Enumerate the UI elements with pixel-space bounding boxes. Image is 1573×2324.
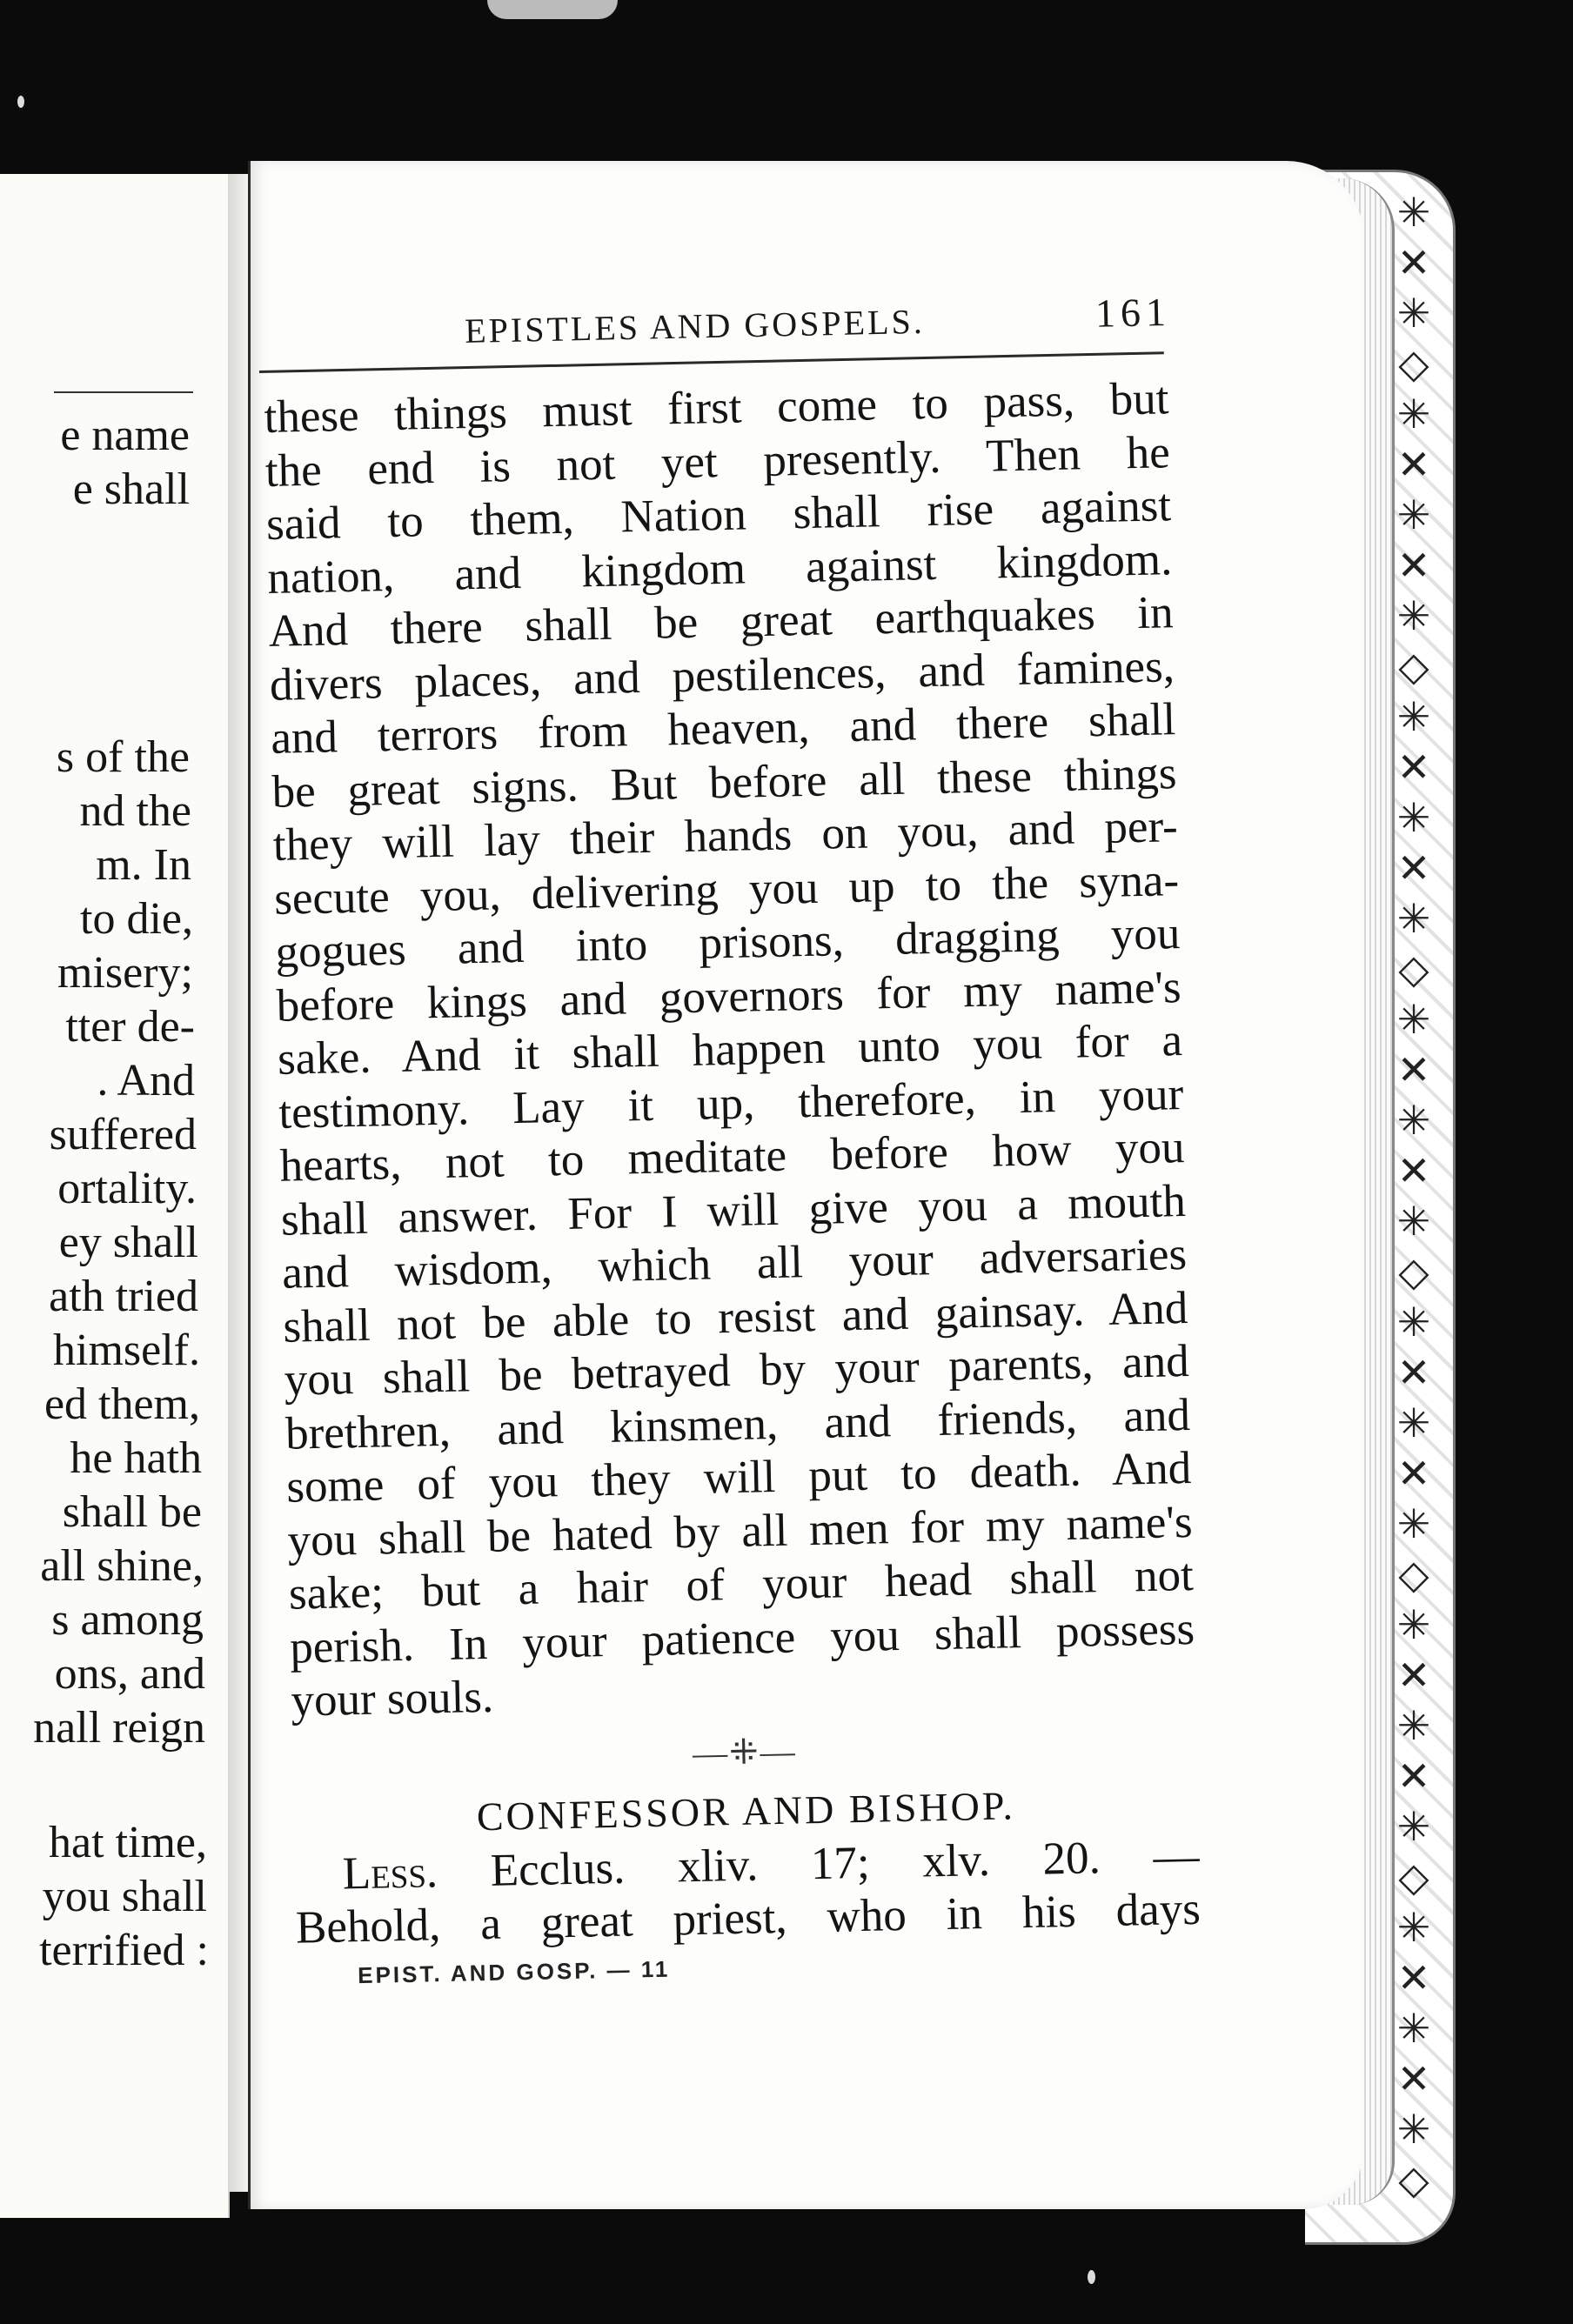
body-line: testimony. Lay it up, therefore, in your: [278, 1068, 1184, 1139]
edge-ornament-icon: ◇: [1398, 1853, 1429, 1900]
body-line: sake. And it shall happen unto you for a: [277, 1015, 1183, 1085]
body-line: and terrors from heaven, and there shall: [270, 694, 1176, 764]
edge-ornament-icon: ✕: [1396, 441, 1431, 488]
body-line: you shall be betrayed by your parents, and: [284, 1335, 1190, 1406]
edge-ornament-icon: ✳: [1396, 895, 1431, 942]
body-line: be great signs. But before all these things: [271, 747, 1178, 818]
edge-ornament-icon: ✕: [1396, 239, 1431, 286]
edge-ornament-icon: ✳: [1396, 391, 1431, 437]
left-text-line: all shine,: [40, 1541, 204, 1591]
edge-ornament-icon: ✳: [1396, 1904, 1431, 1951]
edge-ornament-icon: ✕: [1396, 1046, 1431, 1093]
body-line: perish. In your patience you shall possess: [289, 1603, 1195, 1673]
page-number: 161: [1094, 289, 1172, 336]
body-line: your souls.: [290, 1671, 494, 1726]
edge-ornament-icon: ✕: [1396, 1349, 1431, 1396]
body-line: hearts, not to meditate before how you: [279, 1122, 1186, 1192]
body-line: sake; but a hair of your head shall not: [288, 1549, 1195, 1619]
body-line: brethren, and kinsmen, and friends, and: [284, 1389, 1191, 1459]
left-page-fragment: [0, 174, 230, 2218]
body-line: they will lay their hands on you, and per-: [272, 801, 1179, 871]
edge-ornament-icon: ✳: [1396, 1097, 1431, 1144]
scan-artifact: [487, 0, 618, 19]
edge-ornament-icon: ✳: [1396, 290, 1431, 337]
left-text-line: misery;: [57, 948, 193, 998]
edge-ornament-icon: ◇: [1398, 1248, 1429, 1295]
left-text-line: hat time,: [49, 1818, 207, 1867]
left-text-line: s among: [51, 1595, 204, 1645]
edge-ornament-icon: ✳: [1396, 1299, 1431, 1346]
body-line: divers places, and pestilences, and famines,: [269, 640, 1175, 711]
left-text-line: suffered: [49, 1110, 197, 1159]
edge-ornament-icon: ◇: [1398, 945, 1429, 992]
body-line: and wisdom, which all your adversaries: [281, 1229, 1188, 1299]
body-line: these things must first come to pass, but: [264, 373, 1170, 443]
edge-ornament-icon: ✳: [1396, 2106, 1431, 2153]
edge-ornament-icon: ✕: [1396, 1954, 1431, 2001]
edge-ornament-icon: ✳: [1396, 1803, 1431, 1850]
left-text-line: terrified :: [39, 1926, 209, 1975]
left-text-line: e shall: [72, 464, 190, 514]
edge-ornament-icon: ✳: [1396, 1198, 1431, 1245]
left-text-line: nall reign: [33, 1703, 205, 1753]
section-ornament: —⁜—: [692, 1731, 798, 1773]
edge-ornament-icon: ✳: [1396, 693, 1431, 740]
body-line: Behold, a great priest, who in his days: [295, 1883, 1202, 1953]
left-text-line: you shall: [42, 1872, 207, 1921]
left-text-line: to die,: [80, 894, 193, 944]
edge-ornament-icon: ✕: [1396, 542, 1431, 589]
edge-ornament-icon: ✳: [1396, 1399, 1431, 1446]
scan-artifact: [1088, 2270, 1095, 2284]
edge-ornament-icon: ✕: [1396, 1450, 1431, 1497]
edge-ornament-icon: ◇: [1398, 340, 1429, 387]
edge-ornament-icon: ✳: [1396, 491, 1431, 538]
body-line: some of you they will put to death. And: [285, 1442, 1192, 1513]
left-text-line: ed them,: [44, 1379, 200, 1429]
left-text-line: shall be: [62, 1487, 202, 1537]
edge-ornament-strip: [1379, 187, 1449, 2205]
left-text-line: ons, and: [54, 1649, 205, 1699]
section-heading: CONFESSOR AND BISHOP.: [476, 1782, 1016, 1839]
left-text-line: e name: [60, 411, 190, 460]
edge-ornament-icon: ✳: [1396, 2005, 1431, 2052]
left-text-line: . And: [97, 1056, 195, 1105]
edge-ornament-icon: ✳: [1396, 1601, 1431, 1648]
scan-artifact: [17, 96, 24, 108]
edge-ornament-icon: ◇: [1398, 2156, 1429, 2203]
left-text-line: m. In: [96, 840, 191, 890]
edge-ornament-icon: ✳: [1396, 1702, 1431, 1749]
lesson-reference: Ecclus. xliv. 17; xlv. 20. —: [490, 1830, 1201, 1896]
edge-ornament-icon: ✳: [1396, 996, 1431, 1043]
body-line: said to them, Nation shall rise against: [265, 480, 1172, 550]
left-text-line: ortality.: [57, 1164, 197, 1213]
edge-ornament-icon: ✕: [1396, 1652, 1431, 1699]
left-header-rule: [54, 391, 193, 393]
edge-ornament-icon: ◇: [1398, 643, 1429, 690]
left-text-line: himself.: [53, 1326, 200, 1375]
edge-ornament-icon: ✳: [1396, 794, 1431, 841]
edge-ornament-icon: ✕: [1396, 744, 1431, 791]
running-head: EPISTLES AND GOSPELS.: [464, 301, 926, 351]
left-text-line: ey shall: [58, 1218, 198, 1267]
body-line: secute you, delivering you up to the syna-: [273, 854, 1180, 925]
edge-ornament-icon: ✳: [1396, 189, 1431, 236]
body-line: gogues and into prisons, dragging you: [274, 908, 1181, 978]
lesson-label: Less.: [342, 1846, 438, 1899]
edge-ornament-icon: ✕: [1396, 2055, 1431, 2102]
left-text-line: he hath: [70, 1433, 202, 1483]
left-text-line: tter de-: [65, 1002, 195, 1052]
body-line: before kings and governors for my name's: [276, 961, 1182, 1032]
body-line: And there shall be great earthquakes in: [268, 587, 1175, 657]
left-text-line: nd the: [79, 786, 191, 836]
page-body: [264, 371, 1254, 1993]
edge-ornament-icon: ✕: [1396, 845, 1431, 892]
body-line: the end is not yet presently. Then he: [264, 426, 1171, 497]
body-line: shall not be able to resist and gainsay. And: [282, 1282, 1188, 1352]
edge-ornament-icon: ✳: [1396, 592, 1431, 639]
body-line: shall answer. For I will give you a mouth: [280, 1175, 1187, 1245]
body-line: nation, and kingdom against kingdom.: [266, 533, 1173, 604]
edge-ornament-icon: ◇: [1398, 1551, 1429, 1598]
edge-ornament-icon: ✕: [1396, 1147, 1431, 1194]
body-line: you shall be hated by all men for my name's: [287, 1496, 1194, 1566]
edge-ornament-icon: ✕: [1396, 1753, 1431, 1800]
signature-mark: EPIST. AND GOSP. — 11: [357, 1955, 671, 1988]
edge-ornament-icon: ✳: [1396, 1500, 1431, 1547]
left-text-line: ath tried: [49, 1272, 198, 1321]
left-text-line: s of the: [56, 732, 190, 782]
